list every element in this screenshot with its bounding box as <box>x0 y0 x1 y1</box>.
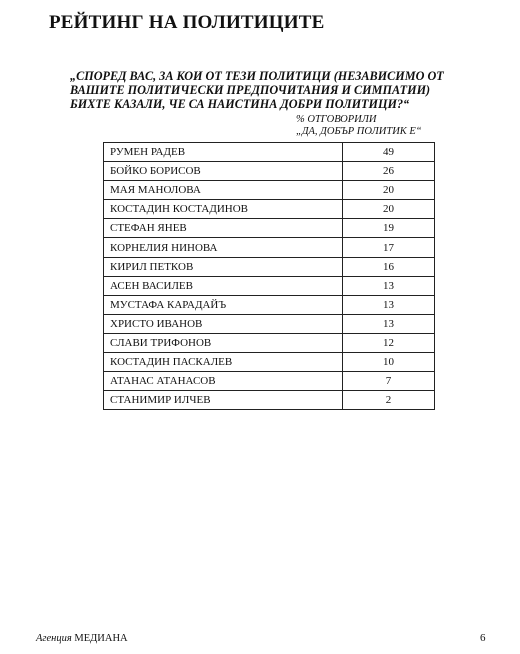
politician-name: БОЙКО БОРИСОВ <box>104 162 343 181</box>
survey-question: „СПОРЕД ВАС, ЗА КОИ ОТ ТЕЗИ ПОЛИТИЦИ (НЕЗАВИСИМО ОТ ВАШИТЕ ПОЛИТИЧЕСКИ ПРЕДПОЧИТАНИЯ И СИМПАТИИ) БИХТЕ КАЗАЛИ, ЧЕ СА НАИСТИНА ДОБРИ ПОЛИТИЦИ?“ <box>70 69 444 111</box>
percent-value: 17 <box>343 238 435 257</box>
table-row <box>104 257 435 276</box>
politician-name: СТАНИМИР ИЛЧЕВ <box>104 391 343 410</box>
politician-name: РУМЕН РАДЕВ <box>104 143 343 162</box>
percent-value: 20 <box>343 200 435 219</box>
percent-value: 13 <box>343 314 435 333</box>
table-row <box>104 295 435 314</box>
politician-name: АТАНАС АТАНАСОВ <box>104 372 343 391</box>
percent-value: 13 <box>343 295 435 314</box>
politician-name: АСЕН ВАСИЛЕВ <box>104 276 343 295</box>
politician-name: КИРИЛ ПЕТКОВ <box>104 257 343 276</box>
table-row <box>104 219 435 238</box>
table-row <box>104 372 435 391</box>
percent-value: 13 <box>343 276 435 295</box>
table-row <box>104 276 435 295</box>
agency-prefix: Агенция <box>36 633 72 644</box>
percent-value: 26 <box>343 162 435 181</box>
ratings-table <box>103 142 435 410</box>
table-row <box>104 333 435 352</box>
percent-value: 16 <box>343 257 435 276</box>
table-row <box>104 143 435 162</box>
column-header-line-2: „ДА, ДОБЪР ПОЛИТИК Е“ <box>296 126 422 137</box>
percent-value: 20 <box>343 181 435 200</box>
column-header <box>296 114 456 138</box>
politician-name: СТЕФАН ЯНЕВ <box>104 219 343 238</box>
politician-name: МАЯ МАНОЛОВА <box>104 181 343 200</box>
politician-name: ХРИСТО ИВАНОВ <box>104 314 343 333</box>
table-row <box>104 391 435 410</box>
percent-value: 7 <box>343 372 435 391</box>
table-row <box>104 200 435 219</box>
table-row <box>104 181 435 200</box>
table-row <box>104 162 435 181</box>
percent-value: 49 <box>343 143 435 162</box>
table-row <box>104 238 435 257</box>
column-header-line-1: % ОТГОВОРИЛИ <box>296 114 377 125</box>
page-title: РЕЙТИНГ НА ПОЛИТИЦИТЕ <box>49 12 325 33</box>
politician-name: СЛАВИ ТРИФОНОВ <box>104 333 343 352</box>
percent-value: 10 <box>343 353 435 372</box>
table-row <box>104 314 435 333</box>
politician-name: КОРНЕЛИЯ НИНОВА <box>104 238 343 257</box>
politician-name: КОСТАДИН ПАСКАЛЕВ <box>104 353 343 372</box>
table-row <box>104 353 435 372</box>
percent-value: 19 <box>343 219 435 238</box>
page-number: 6 <box>480 632 486 644</box>
footer-agency <box>36 633 128 644</box>
politician-name: МУСТАФА КАРАДАЙЪ <box>104 295 343 314</box>
percent-value: 12 <box>343 333 435 352</box>
agency-name: МЕДИАНА <box>74 633 128 644</box>
percent-value: 2 <box>343 391 435 410</box>
politician-name: КОСТАДИН КОСТАДИНОВ <box>104 200 343 219</box>
